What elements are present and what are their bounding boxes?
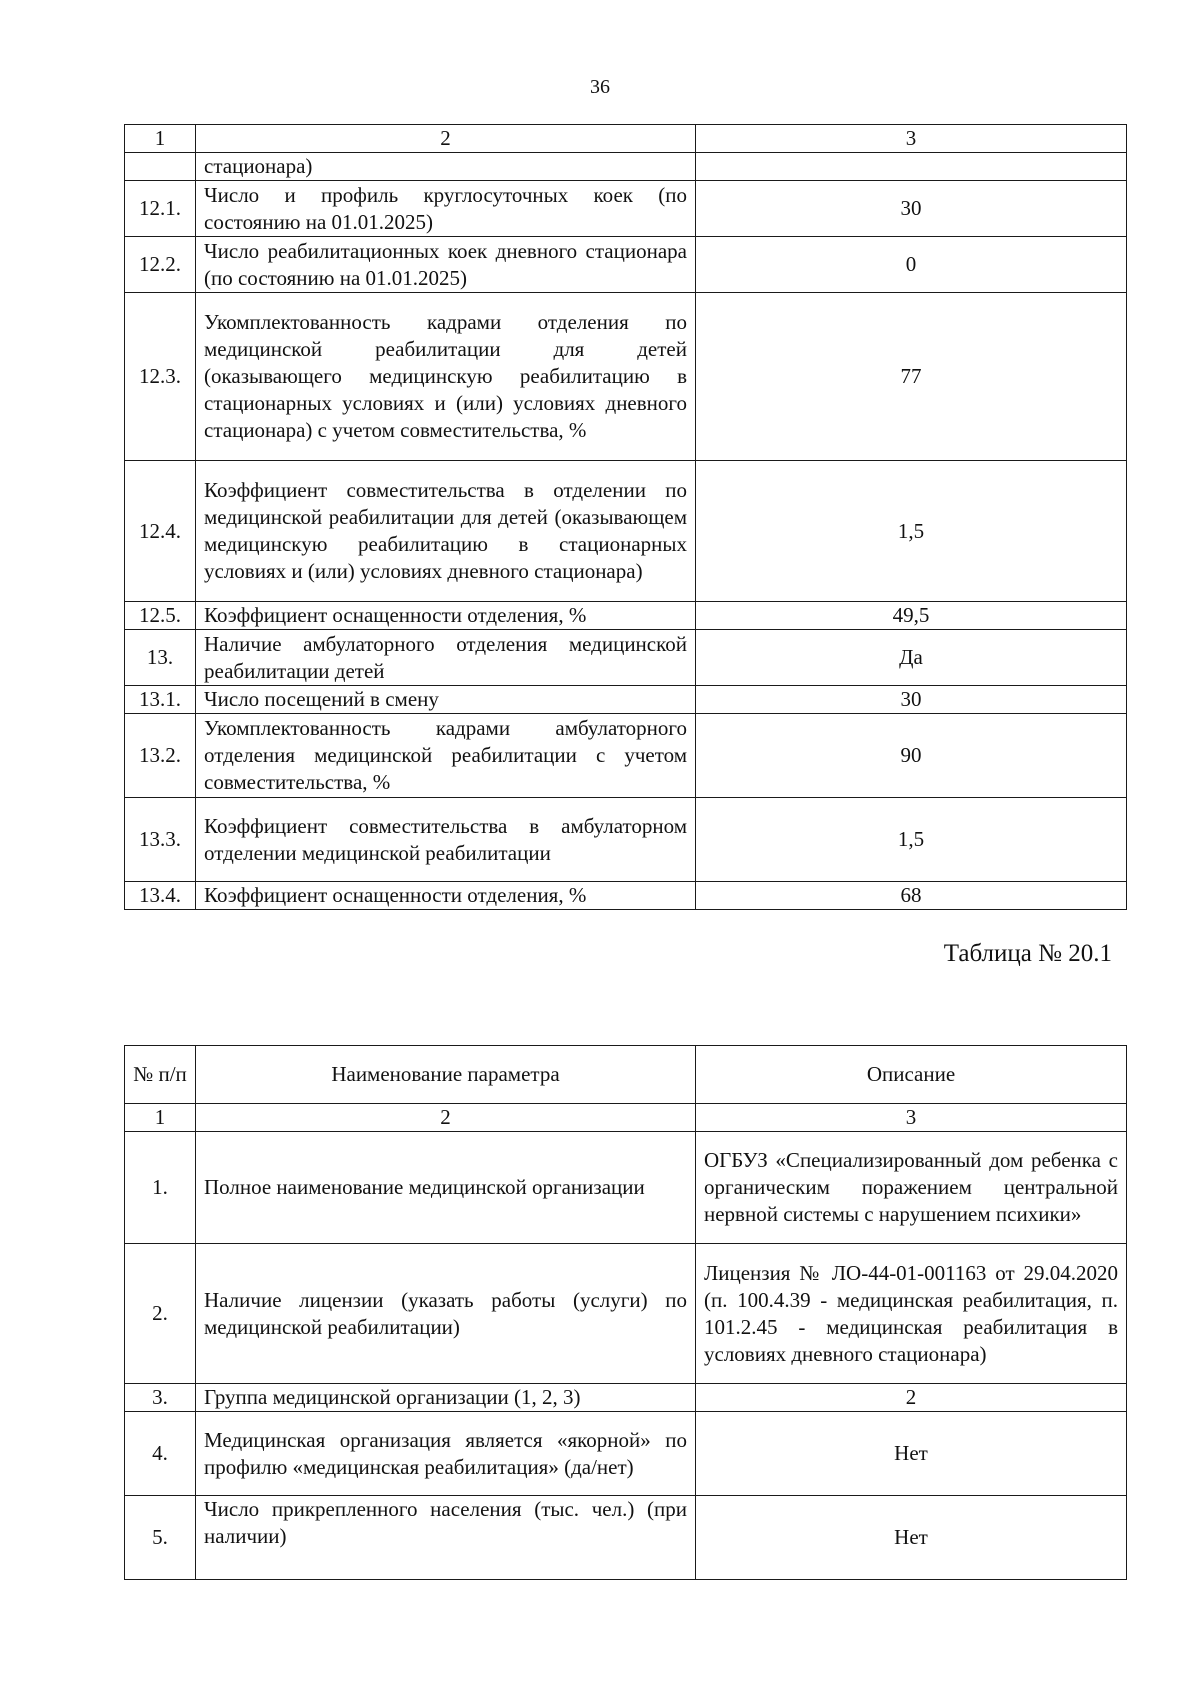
column-header-row [125, 1046, 1127, 1104]
row-number-cell: 13.4. [125, 882, 196, 910]
organization-info-table [124, 1045, 1127, 1580]
parameter-cell: Коэффициент оснащенности отделения, % [196, 882, 696, 910]
parameter-cell: Наличие лицензии (указать работы (услуги) по медицинской реабилитации) [196, 1244, 696, 1384]
row-number-cell: 3. [125, 1384, 196, 1412]
value-cell: Да [696, 630, 1127, 686]
table-row [125, 1412, 1127, 1496]
value-cell: 1,5 [696, 461, 1127, 602]
parameter-cell: Медицинская организация является «якорной» по профилю «медицинская реабилитация» (да/нет) [196, 1412, 696, 1496]
parameter-cell: Группа медицинской организации (1, 2, 3) [196, 1384, 696, 1412]
value-cell: 1,5 [696, 798, 1127, 882]
parameter-cell: Число посещений в смену [196, 686, 696, 714]
table-row [125, 461, 1127, 602]
page-number: 36 [590, 76, 610, 98]
column-numbering-row [125, 1104, 1127, 1132]
column-numbering-row [125, 125, 1127, 153]
row-number-cell: 13.2. [125, 714, 196, 798]
table-row [125, 181, 1127, 237]
table-row [125, 1244, 1127, 1384]
value-cell: 30 [696, 686, 1127, 714]
description-cell: 2 [696, 1384, 1127, 1412]
table-caption: Таблица № 20.1 [943, 940, 1112, 967]
row-number-cell: 12.4. [125, 461, 196, 602]
column-header-description: Описание [696, 1046, 1127, 1104]
column-header-parameter: Наименование параметра [196, 1046, 696, 1104]
value-cell: 90 [696, 714, 1127, 798]
table-row [125, 237, 1127, 293]
rehab-parameters-table-continued [124, 124, 1127, 910]
parameter-cell: Число прикрепленного населения (тыс. чел.) (при наличии) [196, 1496, 696, 1580]
parameter-cell: Укомплектованность кадрами отделения по медицинской реабилитации для детей (оказывающего медицинскую реабилитацию в стационарных условиях и (или) условиях дневного стационара) с учетом совместительства, % [196, 293, 696, 461]
parameter-cell: Число реабилитационных коек дневного стационара (по состоянию на 01.01.2025) [196, 237, 696, 293]
description-cell: Нет [696, 1412, 1127, 1496]
column-number-cell: 2 [196, 125, 696, 153]
row-number-cell: 12.3. [125, 293, 196, 461]
column-number-cell: 2 [196, 1104, 696, 1132]
table-row [125, 293, 1127, 461]
row-number-cell: 13.1. [125, 686, 196, 714]
row-number-cell [125, 153, 196, 181]
row-number-cell: 5. [125, 1496, 196, 1580]
row-number-cell: 12.2. [125, 237, 196, 293]
column-number-cell: 1 [125, 125, 196, 153]
row-number-cell: 13. [125, 630, 196, 686]
column-number-cell: 3 [696, 125, 1127, 153]
row-number-cell: 12.5. [125, 602, 196, 630]
row-number-cell: 2. [125, 1244, 196, 1384]
table-row [125, 686, 1127, 714]
parameter-cell: Число и профиль круглосуточных коек (по состоянию на 01.01.2025) [196, 181, 696, 237]
table-row [125, 1132, 1127, 1244]
column-number-cell: 3 [696, 1104, 1127, 1132]
parameter-cell: Полное наименование медицинской организации [196, 1132, 696, 1244]
table-row [125, 714, 1127, 798]
parameter-cell: стационара) [196, 153, 696, 181]
column-number-cell: 1 [125, 1104, 196, 1132]
parameter-cell: Укомплектованность кадрами амбулаторного отделения медицинской реабилитации с учетом совместительства, % [196, 714, 696, 798]
table-row [125, 1496, 1127, 1580]
description-cell: Нет [696, 1496, 1127, 1580]
value-cell: 0 [696, 237, 1127, 293]
column-header-number: № п/п [125, 1046, 196, 1104]
description-cell: ОГБУЗ «Специализированный дом ребенка с органическим поражением центральной нервной системы с нарушением психики» [696, 1132, 1127, 1244]
row-number-cell: 13.3. [125, 798, 196, 882]
value-cell: 77 [696, 293, 1127, 461]
row-number-cell: 1. [125, 1132, 196, 1244]
description-cell: Лицензия № ЛО-44-01-001163 от 29.04.2020 (п. 100.4.39 - медицинская реабилитация, п. 101.2.45 - медицинская реабилитация в условиях дневного стационара) [696, 1244, 1127, 1384]
parameter-cell: Коэффициент совместительства в амбулаторном отделении медицинской реабилитации [196, 798, 696, 882]
row-number-cell: 4. [125, 1412, 196, 1496]
table-row [125, 630, 1127, 686]
table-row [125, 882, 1127, 910]
value-cell [696, 153, 1127, 181]
value-cell: 49,5 [696, 602, 1127, 630]
table-row [125, 602, 1127, 630]
table-row [125, 153, 1127, 181]
table-row [125, 798, 1127, 882]
parameter-cell: Наличие амбулаторного отделения медицинской реабилитации детей [196, 630, 696, 686]
value-cell: 30 [696, 181, 1127, 237]
parameter-cell: Коэффициент оснащенности отделения, % [196, 602, 696, 630]
value-cell: 68 [696, 882, 1127, 910]
row-number-cell: 12.1. [125, 181, 196, 237]
parameter-cell: Коэффициент совместительства в отделении по медицинской реабилитации для детей (оказывающем медицинскую реабилитацию в стационарных условиях и (или) условиях дневного стационара) [196, 461, 696, 602]
table-row [125, 1384, 1127, 1412]
